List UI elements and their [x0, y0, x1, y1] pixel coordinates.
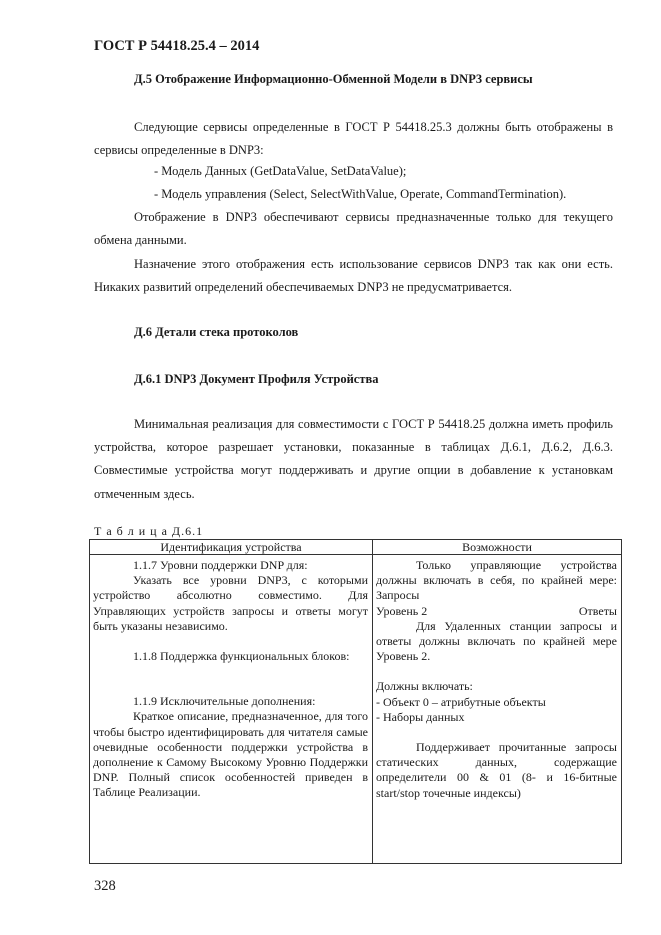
table-header-row	[90, 540, 622, 555]
cap-static-reads: Поддерживает прочитанные запросы статических данных, содержащие определители 00 & 01 (8- и 16-битные start/stop точечные индексы)	[376, 740, 617, 800]
bullet-data-model: - Модель Данных (GetDataValue, SetDataValue);	[154, 164, 407, 178]
table-caption: Т а б л и ц а Д.6.1	[94, 524, 204, 538]
cap-master-line	[376, 604, 617, 619]
item-1-1-7-text: Указать все уровни DNP3, с которыми устройство абсолютно совместимо. Для Управляющих устройств запросы и ответы могут быть указаны независимо.	[93, 573, 368, 633]
page-number: 328	[94, 878, 116, 894]
cell-capabilities	[373, 555, 622, 864]
cap-must-include: Должны включать:	[376, 679, 473, 694]
section-d61-title: Д.6.1 DNP3 Документ Профиля Устройства	[134, 372, 379, 386]
document-header: ГОСТ Р 54418.25.4 – 2014	[94, 38, 260, 54]
section-d5-title: Д.5 Отображение Информационно-Обменной Модели в DNP3 сервисы	[134, 72, 533, 86]
item-1-1-7-title: 1.1.7 Уровни поддержки DNP для:	[133, 558, 308, 572]
section-d5-para2: Отображение в DNP3 обеспечивают сервисы предназначенные только для текущего обмена данными.	[94, 210, 613, 248]
cap-master-responses: Ответы	[578, 603, 617, 618]
table-row	[90, 555, 622, 864]
section-d5-para3: Назначение этого отображения есть использование сервисов DNP3 так как они есть. Никаких развитий определений обеспечиваемых DNP3 не предусматривается.	[94, 257, 613, 295]
section-d61-para: Минимальная реализация для совместимости с ГОСТ Р 54418.25 должна иметь профиль устройства, которое разрешает установки, показанные в таблицах Д.6.1, Д.6.2, Д.6.3. Совместимые устройства могут поддерживать и другие опции в добавление к установкам отмеченным здесь.	[94, 417, 613, 501]
item-1-1-9-title: 1.1.9 Исключительные дополнения:	[133, 694, 316, 709]
header-device-identification: Идентификация устройства	[90, 540, 373, 555]
bullet-control-model: - Модель управления (Select, SelectWithValue, Operate, CommandTermination).	[154, 187, 567, 201]
cap-outstation-text: Для Удаленных станции запросы и ответы должны включать по крайней мере Уровень 2.	[376, 618, 617, 664]
section-d5-intro: Следующие сервисы определенные в ГОСТ Р 54418.25.3 должны быть отображены в сервисы определенные в DNP3:	[94, 120, 613, 158]
device-profile-table	[89, 539, 622, 864]
header-capabilities: Возможности	[373, 540, 622, 555]
cell-identification	[90, 555, 373, 864]
cap-master-text: Только управляющие устройства должны включать в себя, по крайней мере: Запросы	[376, 558, 617, 603]
item-1-1-8-title: 1.1.8 Поддержка функциональных блоков:	[133, 649, 350, 664]
cap-object-0: - Объект 0 – атрибутные объекты	[376, 694, 546, 709]
section-d6-title: Д.6 Детали стека протоколов	[134, 325, 299, 339]
cap-master-tail: Уровень 2	[376, 603, 428, 618]
item-1-1-9-text: Краткое описание, предназначенное, для того чтобы быстро идентифицировать для читателя самые очевидные особенности поддержки устройства в дополнение к Самому Высокому Уровню Поддержки DNP. Полный список особенностей приведен в Таблице Реализации.	[93, 709, 368, 800]
cap-datasets: - Наборы данных	[376, 709, 465, 724]
